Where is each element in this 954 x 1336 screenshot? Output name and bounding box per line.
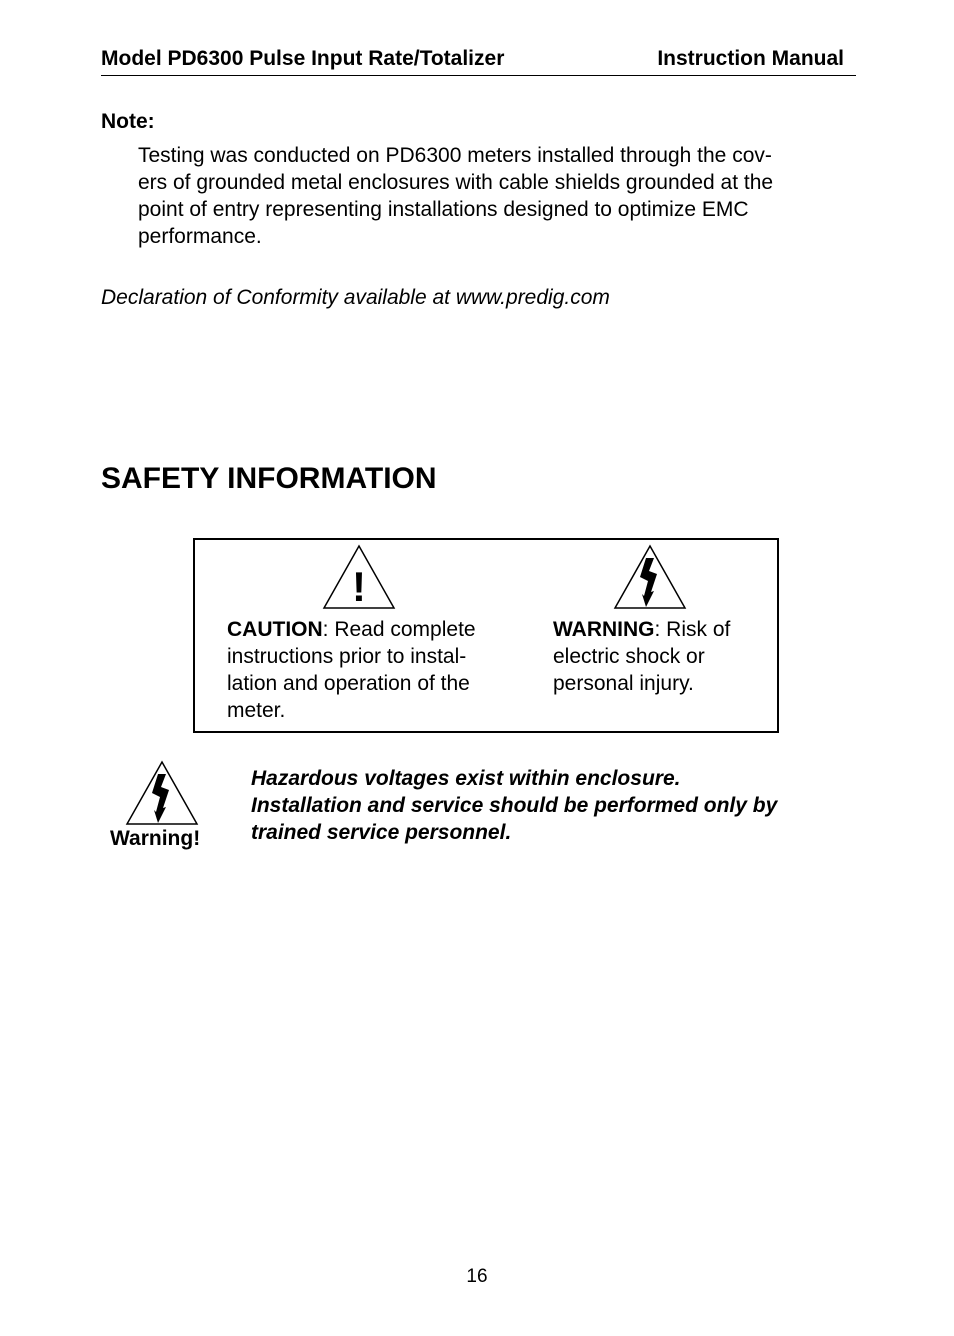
lightning-triangle-icon <box>613 544 687 610</box>
caution-line: meter. <box>227 699 286 722</box>
note-body <box>138 142 853 250</box>
header-manual-label: Instruction Manual <box>657 47 844 70</box>
warning-keyword: WARNING <box>553 618 655 641</box>
safety-box <box>193 538 779 733</box>
caution-line: instructions prior to instal- <box>227 645 467 668</box>
hazard-warning-text <box>251 765 861 846</box>
caution-line: : Read complete <box>322 618 476 641</box>
warning-line: personal injury. <box>553 672 694 695</box>
page-number: 16 <box>466 1266 488 1287</box>
hazard-line: Hazardous voltages exist within enclosure. <box>251 767 681 790</box>
hazard-line: Installation and service should be performed only by <box>251 794 778 817</box>
section-title: SAFETY INFORMATION <box>101 462 437 495</box>
declaration-of-conformity: Declaration of Conformity available at www.predig.com <box>101 286 610 309</box>
warning-line: electric shock or <box>553 645 705 668</box>
warning-text <box>553 616 773 697</box>
page-header <box>101 47 856 76</box>
note-label: Note: <box>101 110 155 133</box>
exclamation-glyph: ! <box>352 563 366 610</box>
hazard-line: trained service personnel. <box>251 821 512 844</box>
caution-text <box>227 616 517 724</box>
warning-line: : Risk of <box>654 618 731 641</box>
caution-line: lation and operation of the <box>227 672 470 695</box>
exclamation-triangle-icon <box>322 544 396 610</box>
note-line: point of entry representing installations designed to optimize EMC <box>138 198 749 221</box>
warning-label: Warning! <box>110 827 201 850</box>
note-line: performance. <box>138 225 262 248</box>
header-title: Model PD6300 Pulse Input Rate/Totalizer <box>101 47 505 70</box>
caution-keyword: CAUTION <box>227 618 323 641</box>
note-line: Testing was conducted on PD6300 meters installed through the cov- <box>138 144 772 167</box>
lightning-triangle-icon <box>125 760 199 826</box>
note-line: ers of grounded metal enclosures with cable shields grounded at the <box>138 171 774 194</box>
